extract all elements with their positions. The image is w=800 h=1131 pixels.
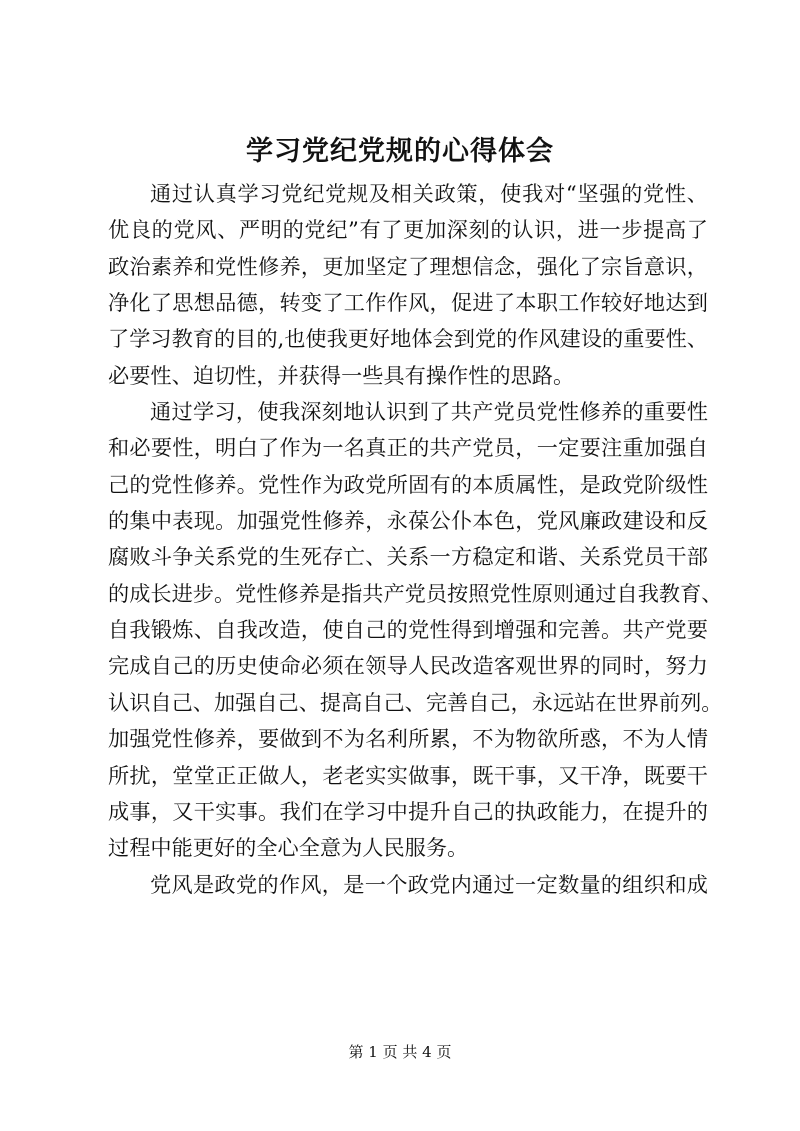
paragraph-3-line-1: 党风是政党的作风，是一个政党内通过一定数量的组织和成 — [150, 871, 708, 897]
paragraph-1-line-1: 通过认真学习党纪党规及相关政策，使我对“坚强的党性、 — [150, 181, 708, 206]
paragraph-2-line-6: 的成长进步。党性修养是指共产党员按照党性原则通过自我教育、 — [108, 580, 723, 606]
paragraph-2-line-9: 认识自己、加强自己、提高自己、完善自己，永远站在世界前列。 — [108, 689, 723, 715]
paragraph-1-line-3: 政治素养和党性修养，更加坚定了理想信念，强化了宗旨意识， — [108, 253, 708, 279]
paragraph-2-line-8: 完成自己的历史使命必须在领导人民改造客观世界的同时，努力 — [108, 653, 708, 679]
document-body — [108, 176, 723, 903]
paragraph-1-line-6: 必要性、迫切性，并获得一些具有操作性的思路。 — [108, 362, 575, 388]
paragraph-1-line-4: 净化了思想品德，转变了工作作风，促进了本职工作较好地达到 — [108, 290, 708, 316]
paragraph-2-line-5: 腐败斗争关系党的生死存亡、关系一方稳定和谐、关系党员干部 — [108, 544, 708, 570]
paragraph-1-line-5: 了学习教育的目的,也使我更好地体会到党的作风建设的重要性、 — [108, 326, 708, 352]
paragraph-2-line-12: 成事，又干实事。我们在学习中提升自己的执政能力，在提升的 — [108, 798, 708, 824]
paragraph-2-line-13: 过程中能更好的全心全意为人民服务。 — [108, 835, 469, 861]
document-title: 学习党纪党规的心得体会 — [246, 136, 554, 167]
page-footer: 第 1 页 共 4 页 — [348, 1043, 452, 1061]
paragraph-1-line-2: 优良的党风、严明的党纪”有了更加深刻的认识，进一步提高了 — [108, 217, 708, 243]
paragraph-2-line-11: 所扰，堂堂正正做人，老老实实做事，既干事，又干净，既要干 — [108, 762, 708, 788]
paragraph-2-line-10: 加强党性修养，要做到不为名利所累，不为物欲所惑，不为人情 — [108, 726, 708, 752]
paragraph-2-line-1: 通过学习，使我深刻地认识到了共产党员党性修养的重要性 — [150, 399, 708, 425]
paragraph-2-line-2: 和必要性，明白了作为一名真正的共产党员，一定要注重加强自 — [108, 435, 708, 461]
paragraph-2-line-7: 自我锻炼、自我改造，使自己的党性得到增强和完善。共产党要 — [108, 617, 708, 643]
paragraph-2-line-3: 己的党性修养。党性作为政党所固有的本质属性，是政党阶级性 — [108, 471, 708, 497]
paragraph-2-line-4: 的集中表现。加强党性修养，永葆公仆本色，党风廉政建设和反 — [108, 508, 708, 534]
